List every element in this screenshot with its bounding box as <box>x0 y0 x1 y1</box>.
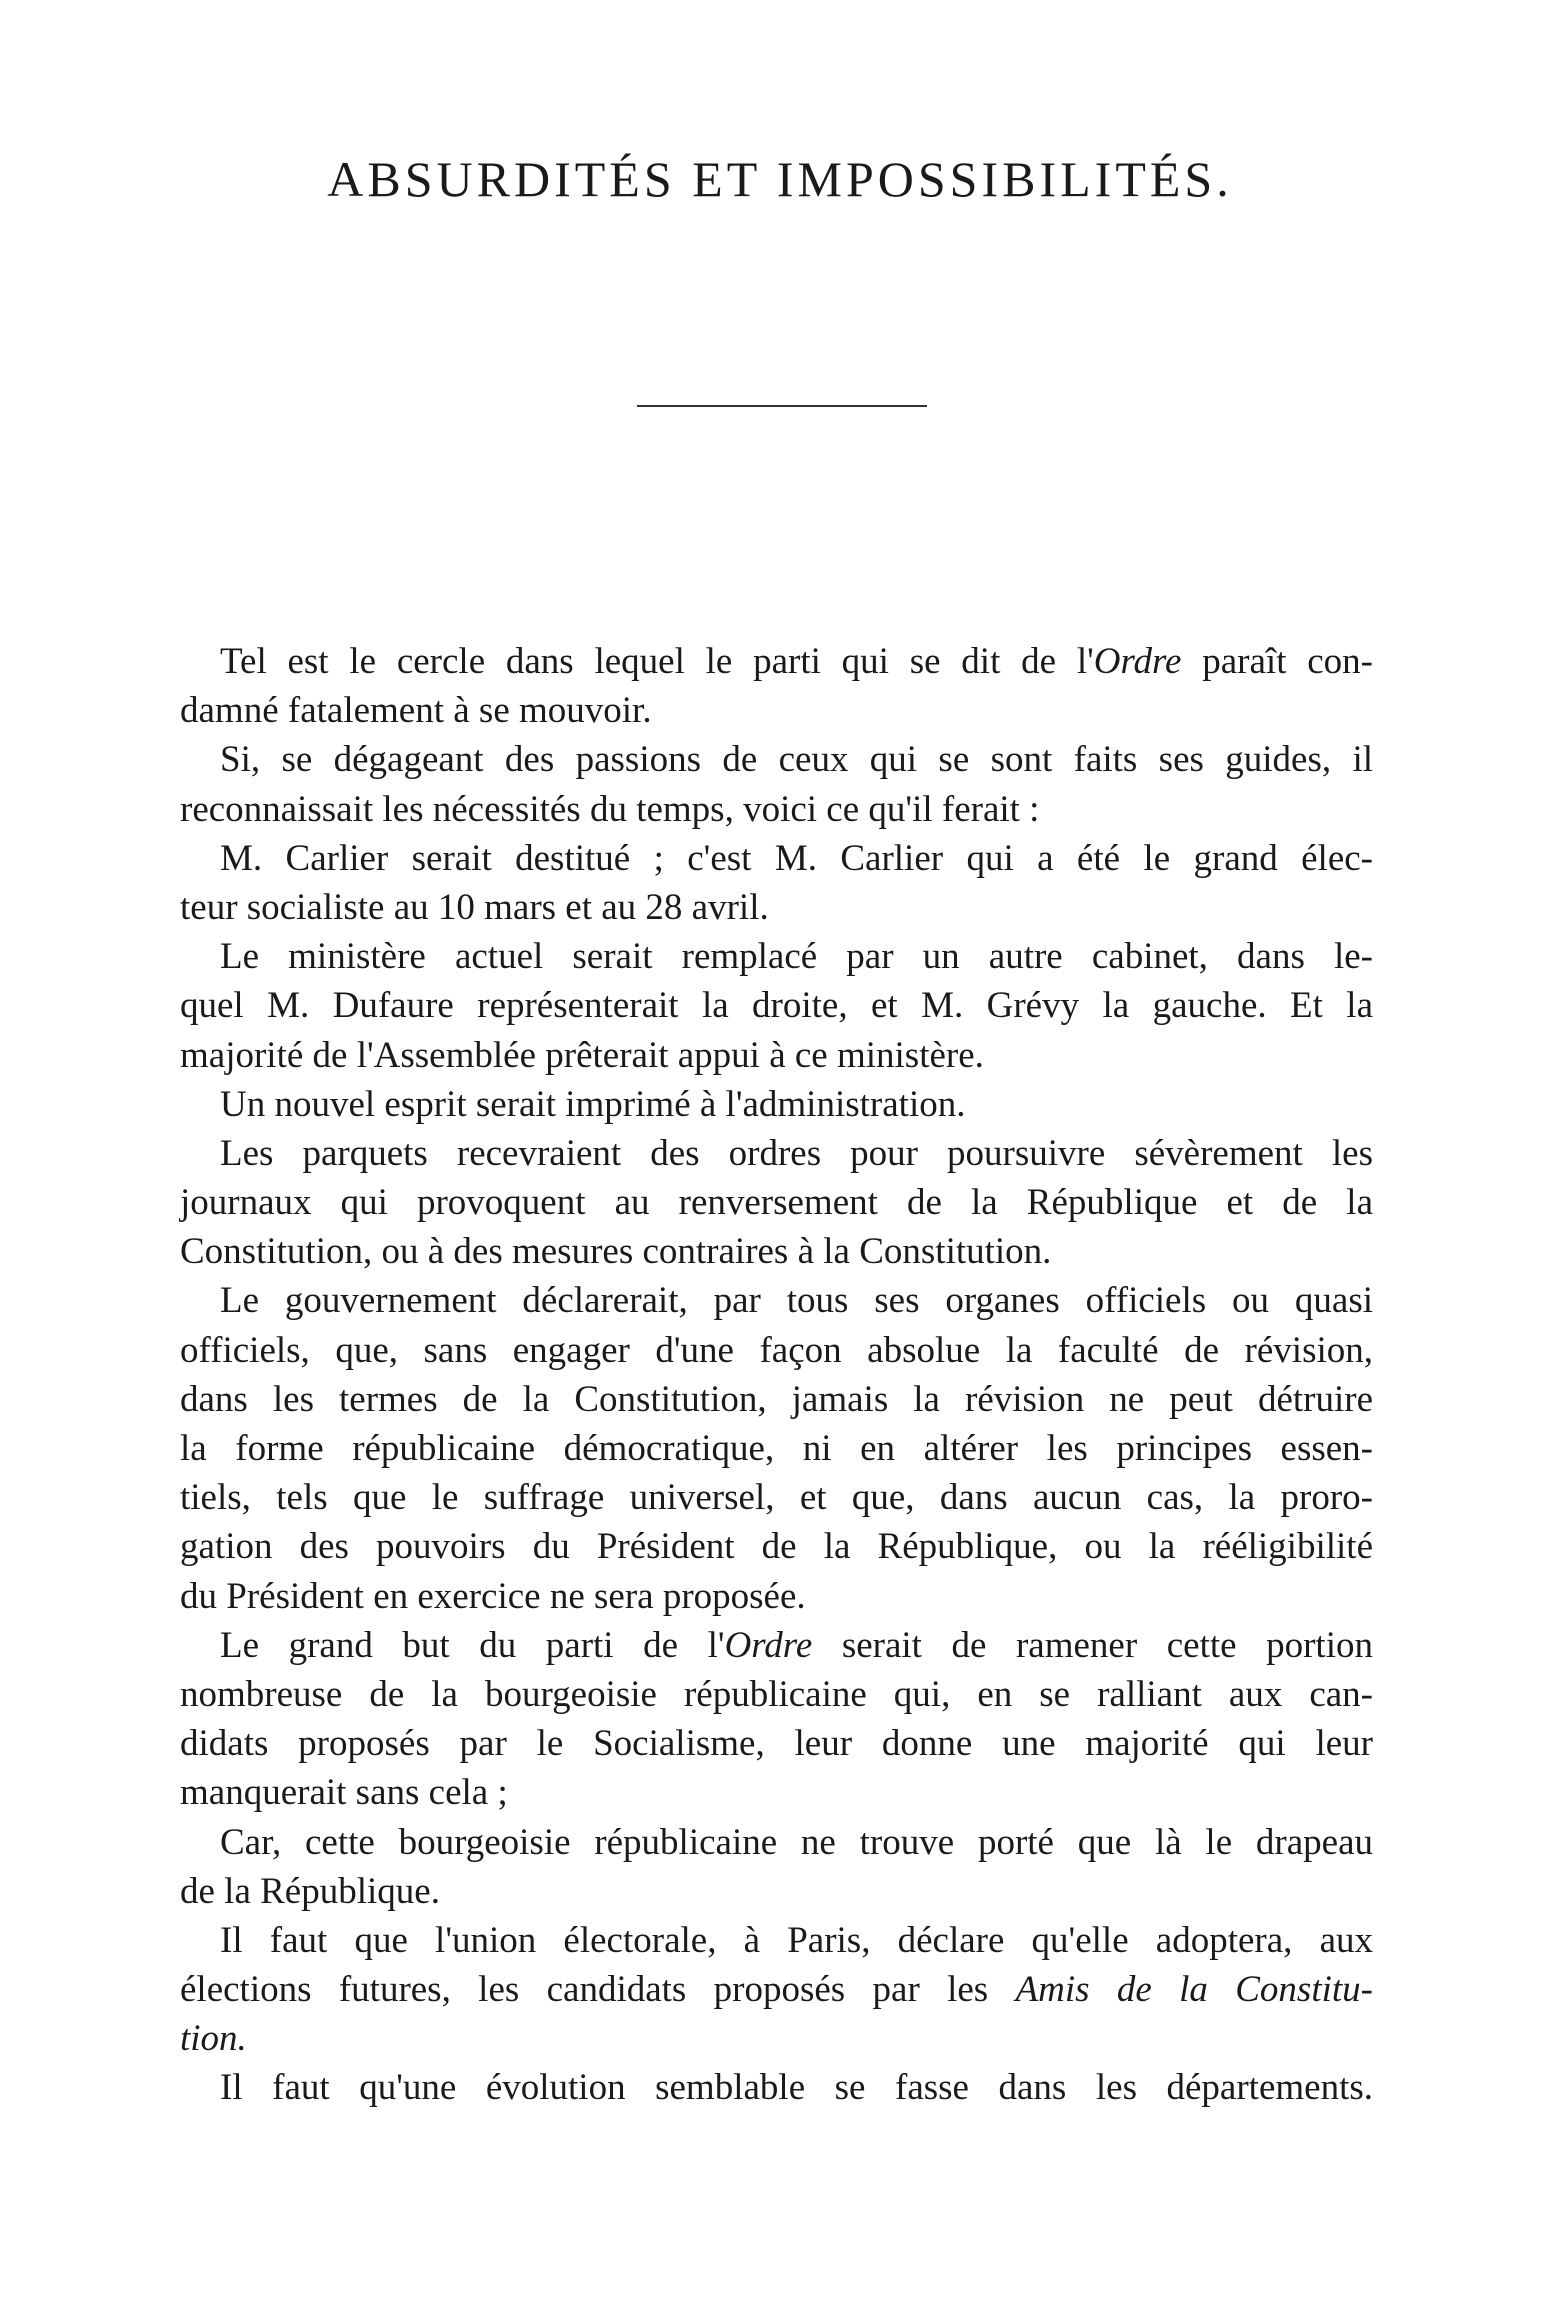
text-line <box>180 1031 1373 1080</box>
text-run: Les parquets recevraient des ordres pour poursuivre sévèrement les <box>220 1132 1373 1174</box>
text-run: l' <box>707 1624 725 1666</box>
text-line <box>180 637 1373 686</box>
text-line <box>180 686 1373 735</box>
text-run: Tel est le cercle dans lequel le parti qui se dit de <box>220 641 1077 682</box>
text-run: élections futures, les candidats proposés par les <box>180 1969 1016 2011</box>
text-run: nombreuse de la bourgeoisie républicaine qui, en se ralliant aux can- <box>180 1673 1373 1715</box>
text-run: Un nouvel esprit serait imprimé à l'administration. <box>220 1083 966 1125</box>
text-run: Le grand but du parti de <box>220 1624 708 1666</box>
text-run: gation des pouvoirs du Président de la République, ou la rééligibilité <box>180 1526 1373 1568</box>
text-run: paraît con- <box>1181 641 1373 682</box>
text-run: Si, se dégageant des passions de ceux qui se sont faits ses guides, il <box>220 739 1373 781</box>
text-run: teur socialiste au 10 mars et au 28 avril. <box>180 886 769 928</box>
text-line <box>180 2014 1373 2063</box>
text-line <box>180 834 1373 883</box>
text-line <box>180 1818 1373 1867</box>
text-line <box>180 1670 1373 1719</box>
text-line <box>180 1621 1373 1670</box>
text-line <box>180 1473 1373 1522</box>
text-line <box>180 1572 1373 1621</box>
text-run: M. Carlier serait destitué ; c'est M. Carlier qui a été le grand élec- <box>220 837 1373 879</box>
page-title: ABSURDITÉS ET IMPOSSIBILITÉS. <box>327 151 1233 207</box>
text-line <box>180 1375 1373 1424</box>
text-line <box>180 1326 1373 1375</box>
text-line <box>180 1965 1373 2014</box>
text-run: Le gouvernement déclarerait, par tous ses organes officiels ou quasi <box>220 1280 1373 1322</box>
text-run: Constitution, ou à des mesures contraires à la Constitution. <box>180 1231 1052 1273</box>
text-run: quel M. Dufaure représenterait la droite, et M. Grévy la gauche. Et la <box>180 985 1373 1027</box>
text-line <box>180 1916 1373 1965</box>
text-line <box>180 981 1373 1030</box>
text-line <box>180 932 1373 981</box>
text-line <box>180 1522 1373 1571</box>
text-line <box>180 735 1373 784</box>
text-run: Le ministère actuel serait remplacé par un autre cabinet, dans le- <box>220 936 1373 978</box>
text-run: Car, cette bourgeoisie républicaine ne trouve porté que là le drapeau <box>220 1821 1373 1863</box>
text-line <box>180 1867 1373 1916</box>
text-line <box>180 1424 1373 1473</box>
text-run: didats proposés par le Socialisme, leur donne une majorité qui leur <box>180 1723 1373 1765</box>
text-run: serait de ramener cette portion <box>812 1624 1373 1666</box>
italic-text: tion. <box>180 2018 247 2060</box>
text-line <box>180 785 1373 834</box>
text-run: majorité de l'Assemblée prêterait appui à ce ministère. <box>180 1034 984 1076</box>
text-run: Il faut qu'une évolution semblable se fasse dans les départements. <box>220 2067 1373 2109</box>
text-run: reconnaissait les nécessités du temps, voici ce qu'il ferait : <box>180 788 1040 830</box>
text-line <box>180 883 1373 932</box>
text-run: Il faut que l'union électorale, à Paris, déclare qu'elle adoptera, aux <box>220 1919 1373 1961</box>
text-run: journaux qui provoquent au renversement de la République et de la <box>180 1182 1373 1224</box>
text-run: dans les termes de la Constitution, jamais la révision ne peut détruire <box>180 1378 1373 1420</box>
text-line <box>180 1768 1373 1817</box>
text-run: manquerait sans cela ; <box>180 1772 508 1814</box>
italic-text: Amis de la Constitu- <box>1015 1969 1373 2011</box>
text-line <box>180 1080 1373 1129</box>
italic-text: Ordre <box>724 1624 813 1666</box>
text-run: tiels, tels que le suffrage universel, et que, dans aucun cas, la proro- <box>180 1477 1373 1519</box>
body-text <box>180 637 1373 2113</box>
text-line <box>180 1276 1373 1325</box>
text-line <box>180 2063 1373 2112</box>
text-run: la forme républicaine démocratique, ni en altérer les principes essen- <box>180 1428 1373 1469</box>
text-line <box>180 1178 1373 1227</box>
text-run: l' <box>1076 641 1094 682</box>
text-run: du Président en exercice ne sera proposée. <box>180 1575 806 1617</box>
text-line <box>180 1227 1373 1276</box>
text-run: de la République. <box>180 1870 440 1912</box>
text-line <box>180 1719 1373 1768</box>
title-divider <box>637 405 927 407</box>
text-run: officiels, que, sans engager d'une façon absolue la faculté de révision, <box>180 1329 1373 1371</box>
italic-text: Ordre <box>1093 641 1182 682</box>
text-run: damné fatalement à se mouvoir. <box>180 690 652 732</box>
text-line <box>180 1129 1373 1178</box>
